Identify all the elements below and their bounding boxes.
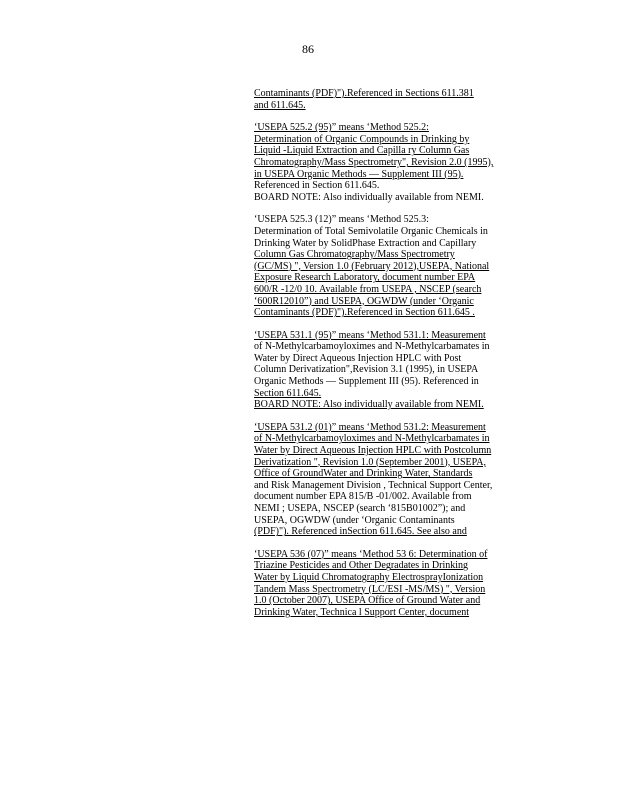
text-line: Contaminants (PDF)").Referenced in Section 611.645 . bbox=[254, 307, 475, 319]
page-number: 86 bbox=[302, 42, 314, 56]
text-line: Section 611.645. bbox=[254, 387, 322, 399]
text-line: Drinking Water, Technica l Support Center, document bbox=[254, 606, 470, 618]
text-line: Liquid -Liquid Extraction and Capilla ry Column Gas bbox=[254, 145, 470, 157]
text-line: ‘USEPA 531.1 (95)” means ‘Method 531.1: Measurement bbox=[254, 329, 486, 341]
definition-paragraph bbox=[254, 214, 539, 318]
text-line: Column Gas Chromatography/Mass Spectrometry bbox=[254, 249, 455, 261]
text-line: Water by Direct Aqueous Injection HPLC with Post bbox=[254, 352, 462, 364]
text-line: Referenced in Section 611.645. bbox=[254, 180, 380, 192]
text-line: of N-Methylcarbamoyloximes and N-Methylcarbamates in bbox=[254, 433, 490, 445]
text-line: Drinking Water by SolidPhase Extraction and Capillary bbox=[254, 237, 477, 249]
text-line: Exposure Research Laboratory, document number EPA bbox=[254, 272, 476, 284]
text-line: NEMI ; USEPA, NSCEP (search ‘815B01002”); and bbox=[254, 503, 466, 514]
text-line: Office of GroundWater and Drinking Water, Standards bbox=[254, 468, 473, 480]
text-line: (GC/MS) ", Version 1.0 (February 2012),USEPA, National bbox=[254, 260, 490, 272]
text-line: ‘USEPA 531.2 (01)” means ‘Method 531.2: Measurement bbox=[254, 421, 486, 433]
text-line: in USEPA Organic Methods — Supplement III (95). bbox=[254, 168, 464, 180]
text-line: ‘USEPA 525.3 (12)” means ‘Method 525.3: bbox=[254, 214, 429, 226]
text-line: Water by Direct Aqueous Injection HPLC with Postcolumn bbox=[254, 445, 492, 457]
text-line: and 611.645. bbox=[254, 99, 306, 111]
text-line: BOARD NOTE: Also individually available from NEMI. bbox=[254, 191, 484, 203]
document-body bbox=[254, 88, 539, 629]
text-line: ‘600R12010”) and USEPA, OGWDW (under ‘Organic bbox=[254, 295, 474, 307]
text-line: (PDF)"). Referenced inSection 611.645. See also and bbox=[254, 526, 467, 538]
definition-paragraph bbox=[254, 422, 539, 538]
text-line: of N-Methylcarbamoyloximes and N-Methylcarbamates in bbox=[254, 341, 490, 353]
text-line: Tandem Mass Spectrometry (LC/ESI -MS/MS) ", Version bbox=[254, 583, 486, 595]
definition-paragraph bbox=[254, 88, 539, 111]
text-line: Column Derivatization",Revision 3.1 (1995), in USEPA bbox=[254, 364, 479, 376]
text-line: Derivatization ", Revision 1.0 (September 2001), USEPA, bbox=[254, 456, 487, 468]
text-line: ‘USEPA 525.2 (95)” means ‘Method 525.2: bbox=[254, 122, 429, 134]
text-line: Organic Methods — Supplement III (95). Referenced in bbox=[254, 376, 479, 388]
text-line: BOARD NOTE: Also individually available from NEMI. bbox=[254, 399, 484, 411]
text-line: Water by Liquid Chromatography ElectrosprayIonization bbox=[254, 571, 484, 583]
text-line: document number EPA 815/B -01/002. Available from bbox=[254, 491, 472, 503]
text-line: Chromatography/Mass Spectrometry", Revision 2.0 (1995), bbox=[254, 156, 494, 168]
text-line: Determination of Organic Compounds in Drinking by bbox=[254, 133, 470, 145]
text-line: 1.0 (October 2007), USEPA Office of Ground Water and bbox=[254, 595, 481, 607]
text-line: USEPA, OGWDW (under ‘Organic Contaminants bbox=[254, 514, 455, 526]
definition-paragraph bbox=[254, 330, 539, 411]
text-line: and Risk Management Division , Technical Support Center, bbox=[254, 479, 493, 491]
text-line: Contaminants (PDF)").Referenced in Sections 611.381 bbox=[254, 88, 474, 99]
text-line: 600/R -12/0 10. Available from USEPA , NSCEP (search bbox=[254, 283, 482, 295]
text-line: Triazine Pesticides and Other Degradates in Drinking bbox=[254, 560, 469, 572]
definition-paragraph bbox=[254, 122, 539, 203]
definition-paragraph bbox=[254, 549, 539, 619]
text-line: Determination of Total Semivolatile Organic Chemicals in bbox=[254, 225, 488, 237]
text-line: ‘USEPA 536 (07)” means ‘Method 53 6: Determination of bbox=[254, 548, 488, 560]
